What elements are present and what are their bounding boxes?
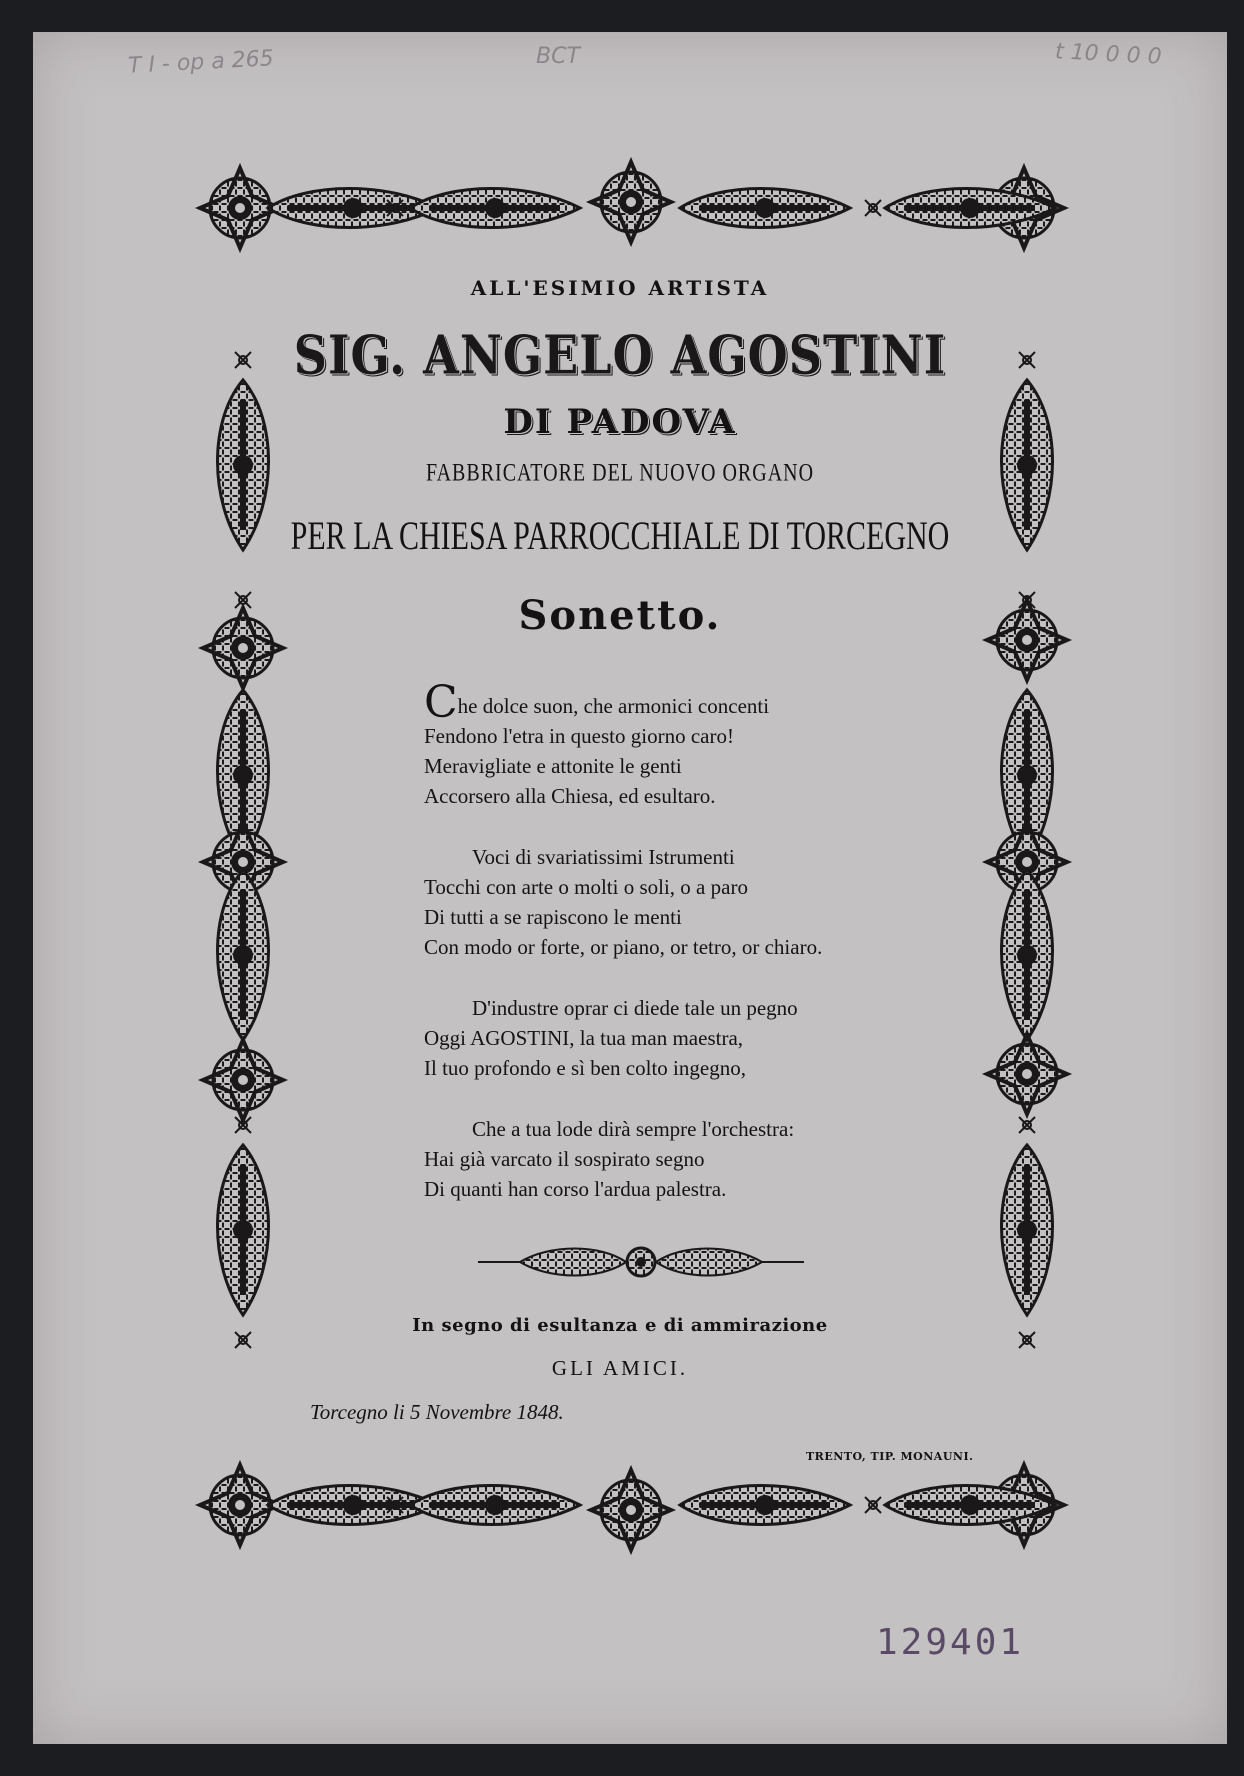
- signature: GLI AMICI.: [551, 1356, 689, 1380]
- drop-cap: C: [424, 677, 458, 728]
- printer-imprint: TRENTO, TIP. MONAUNI.: [806, 1450, 974, 1463]
- poem-line: Il tuo profondo e sì ben colto ingegno,: [424, 1056, 746, 1080]
- dedication-line: ALL'ESIMIO ARTISTA: [470, 276, 770, 300]
- stanza: [424, 1114, 984, 1204]
- pencil-mark-library: BCT: [536, 44, 580, 69]
- pencil-mark-price: t 10 0 0 0: [1054, 39, 1163, 70]
- poem-line: Accorsero alla Chiesa, ed esultaro.: [424, 784, 716, 808]
- homage-line: In segno di esultanza e di ammirazione: [412, 1315, 828, 1336]
- divider-ornament: [478, 1248, 804, 1276]
- pencil-mark-catalog: T I - op a 265: [127, 46, 275, 79]
- place-date: Torcegno li 5 Novembre 1848.: [310, 1400, 564, 1424]
- poem-line: Di tutti a se rapiscono le menti: [424, 905, 682, 929]
- stanza: [424, 993, 984, 1083]
- poem-genre-title: Sonetto.: [518, 592, 722, 639]
- honoree-origin: DI PADOVA: [503, 402, 737, 442]
- poem-line: Tocchi con arte o molti o soli, o a paro: [424, 875, 748, 899]
- archive-stamp: 129401: [876, 1622, 1025, 1663]
- poem-line: Hai già varcato il sospirato segno: [424, 1147, 705, 1171]
- honoree-role: FABBRICATORE DEL NUOVO ORGANO: [425, 459, 815, 487]
- poem-line: Che a tua lode dirà sempre l'orchestra:: [472, 1117, 795, 1141]
- poem-line: Voci di svariatissimi Istrumenti: [472, 845, 735, 869]
- church-line: PER LA CHIESA PARROCCHIALE DI TORCEGNO: [290, 514, 950, 559]
- poem-line: Che dolce suon, che armonici concenti: [424, 677, 770, 728]
- sonnet: [424, 677, 984, 1235]
- poem-line: Meravigliate e attonite le genti: [424, 754, 682, 778]
- honoree-name: SIG. ANGELO AGOSTINI: [293, 323, 947, 387]
- poem-line: D'industre oprar ci diede tale un pegno: [472, 996, 798, 1020]
- poem-line: Fendono l'etra in questo giorno caro!: [424, 724, 734, 748]
- stanza: [424, 842, 984, 962]
- stanza: [424, 677, 984, 811]
- poem-line: Con modo or forte, or piano, or tetro, or chiaro.: [424, 935, 823, 959]
- poem-line: Di quanti han corso l'ardua palestra.: [424, 1177, 727, 1201]
- poem-line: Oggi AGOSTINI, la tua man maestra,: [424, 1026, 744, 1050]
